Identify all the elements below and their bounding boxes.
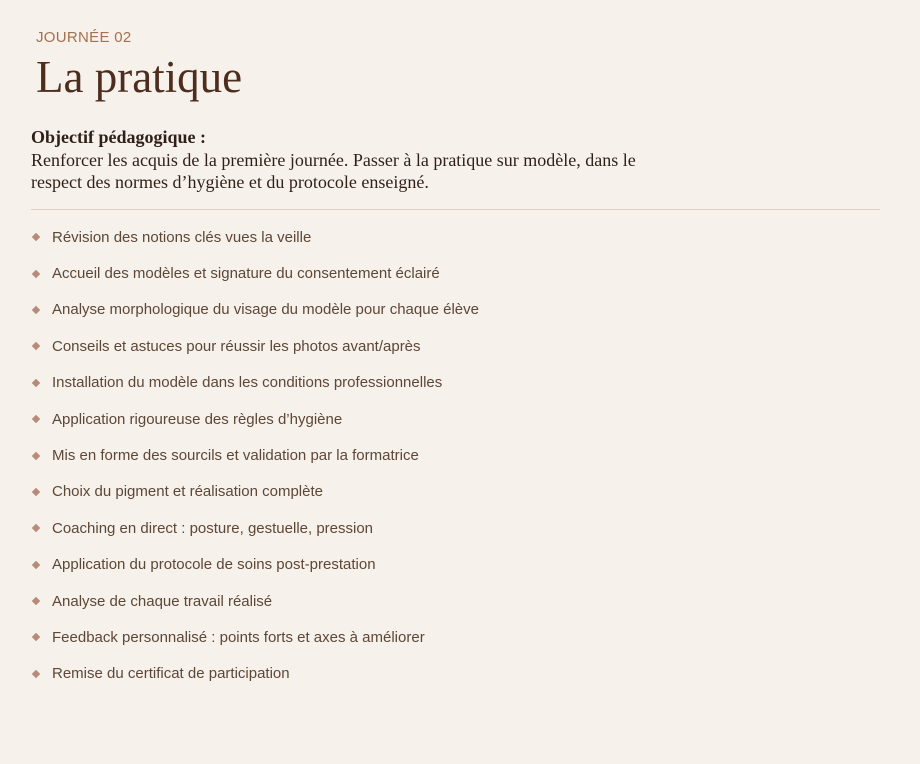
program-item [31,292,479,328]
program-item [31,619,479,655]
program-item [31,365,479,401]
program-item [31,474,479,510]
diamond-bullet-icon [32,524,40,532]
day-kicker: JOURNÉE 02 [36,29,132,46]
objective-block [31,126,691,193]
program-item [31,219,479,255]
diamond-bullet-icon [32,379,40,387]
program-item-label: Installation du modèle dans les conditions professionnelles [52,374,443,392]
diamond-bullet-icon [32,451,40,459]
program-item-label: Analyse morphologique du visage du modèle pour chaque élève [52,301,479,319]
program-list [31,219,479,692]
program-item-label: Feedback personnalisé : points forts et axes à améliorer [52,628,425,646]
program-item-label: Application du protocole de soins post-prestation [52,556,376,574]
diamond-bullet-icon [32,670,40,678]
program-item [31,255,479,291]
program-item-label: Application rigoureuse des règles d’hygiène [52,410,343,428]
program-item-label: Remise du certificat de participation [52,665,290,683]
diamond-bullet-icon [32,306,40,314]
program-item [31,510,479,546]
diamond-bullet-icon [32,488,40,496]
diamond-bullet-icon [32,269,40,277]
program-item-label: Mis en forme des sourcils et validation par la formatrice [52,447,419,465]
program-item [31,437,479,473]
diamond-bullet-icon [32,560,40,568]
diamond-bullet-icon [32,633,40,641]
diamond-bullet-icon [32,415,40,423]
program-item-label: Conseils et astuces pour réussir les photos avant/après [52,337,421,355]
program-item-label: Analyse de chaque travail réalisé [52,592,273,610]
section-divider [31,209,880,210]
diamond-bullet-icon [32,342,40,350]
program-item-label: Coaching en direct : posture, gestuelle, pression [52,519,374,537]
diamond-bullet-icon [32,233,40,241]
objective-text: Renforcer les acquis de la première journée. Passer à la pratique sur modèle, dans le respect des normes d’hygiène et du protocole enseigné. [31,150,636,192]
program-item [31,583,479,619]
page-title: La pratique [36,52,243,102]
diamond-bullet-icon [32,597,40,605]
program-item [31,656,479,692]
objective-label: Objectif pédagogique : [31,127,206,147]
program-item-label: Accueil des modèles et signature du consentement éclairé [52,265,440,283]
program-item-label: Choix du pigment et réalisation complète [52,483,323,501]
program-item [31,328,479,364]
program-item [31,401,479,437]
program-item-label: Révision des notions clés vues la veille [52,228,312,246]
program-item [31,547,479,583]
